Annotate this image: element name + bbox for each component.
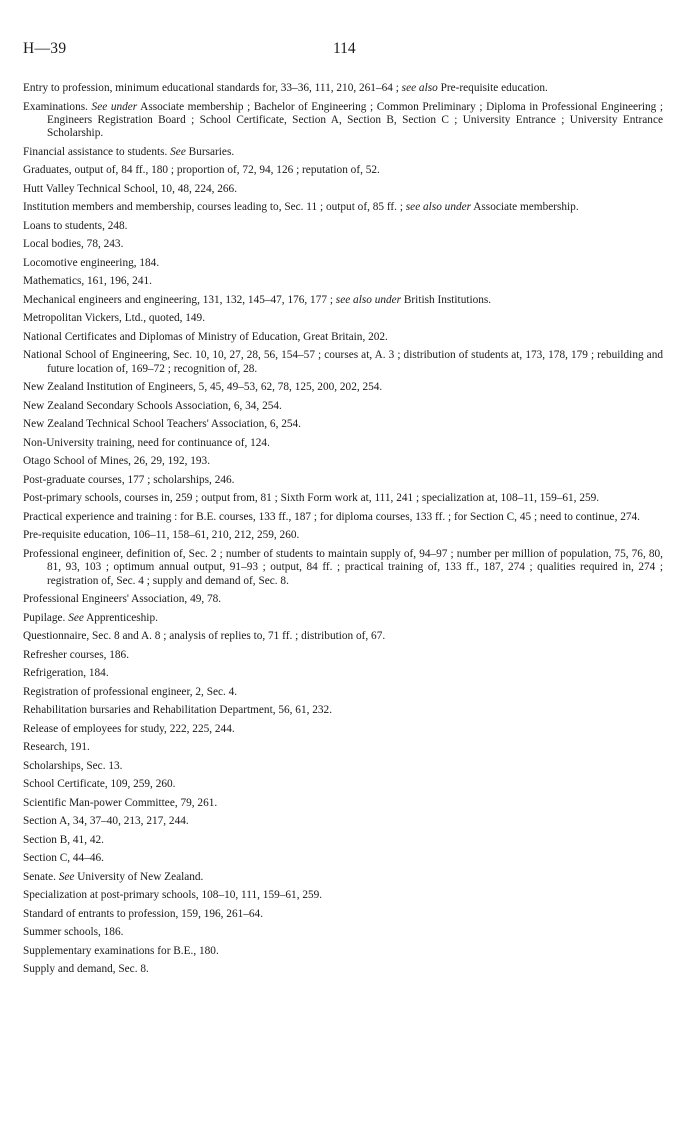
index-entry: [23, 852, 663, 865]
entry-text: National School of Engineering, Sec. 10, 10, 27, 28, 56, 154–57 ; courses at, A. 3 ; distribution of students at, 173, 178, 179 ; rebuilding and future location of, 169–72 ; recognition of, 28.: [23, 349, 663, 375]
entry-text: Financial assistance to students.: [23, 145, 171, 158]
entry-text: Post-primary schools, courses in, 259 ; output from, 81 ; Sixth Form work at, 111, 241 ; specialization at, 108–11, 159–61, 259.: [23, 492, 600, 505]
entry-text: Institution members and membership, courses leading to, Sec. 11 ; output of, 85 ff. ;: [23, 201, 406, 214]
index-entry: [23, 815, 663, 828]
index-entry: [23, 331, 663, 344]
entry-text: Registration of professional engineer, 2, Sec. 4.: [23, 685, 238, 698]
index-entry: [23, 437, 663, 450]
index-entry: [23, 201, 663, 214]
index-entry: [23, 760, 663, 773]
index-entry: [23, 238, 663, 251]
entry-text: Otago School of Mines, 26, 29, 192, 193.: [23, 455, 211, 468]
index-entry: [23, 908, 663, 921]
index-entry: [23, 381, 663, 394]
index-entry: [23, 723, 663, 736]
index-entry: [23, 101, 663, 141]
entry-text: Supplementary examinations for B.E., 180.: [23, 944, 219, 957]
page-header: [23, 40, 663, 60]
cross-reference: see also: [401, 82, 438, 94]
entry-text: Examinations.: [23, 100, 92, 113]
entry-text: Pupilage.: [23, 611, 69, 624]
entry-text: Professional engineer, definition of, Sec. 2 ; number of students to maintain supply of, 94–97 ; number per million of population, 75, 76, 80, 81, 93, 103 ; optimum annual output, 91–93 ; output, 84 ff. ; practical training of, 133 ff., 187, 274 ; qualities required in, 274 ; registration of, Sec. 4 ; supply and demand of, Sec. 8.: [23, 547, 663, 587]
document-code: H—39: [23, 40, 67, 57]
entry-text: Supply and demand, Sec. 8.: [23, 963, 149, 976]
entry-text: Graduates, output of, 84 ff., 180 ; proportion of, 72, 94, 126 ; reputation of, 52.: [23, 164, 380, 177]
index-entry: [23, 871, 663, 884]
index-entry: [23, 400, 663, 413]
entry-text: Rehabilitation bursaries and Rehabilitation Department, 56, 61, 232.: [23, 704, 333, 717]
index-entry: [23, 741, 663, 754]
index-entry: [23, 593, 663, 606]
entry-text: Hutt Valley Technical School, 10, 48, 224, 266.: [23, 182, 238, 195]
entry-text: Specialization at post-primary schools, 108–10, 111, 159–61, 259.: [23, 889, 323, 902]
entry-text: Section A, 34, 37–40, 213, 217, 244.: [23, 815, 189, 828]
entry-text: Loans to students, 248.: [23, 219, 128, 232]
index-entry: [23, 492, 663, 505]
index-entry: [23, 797, 663, 810]
index-entry: [23, 612, 663, 625]
entry-text: Senate.: [23, 870, 59, 883]
cross-reference: see also under: [335, 293, 402, 306]
entry-text: Summer schools, 186.: [23, 926, 124, 939]
entry-text: Local bodies, 78, 243.: [23, 238, 124, 251]
entry-text: Scientific Man-power Committee, 79, 261.: [23, 796, 218, 809]
entry-text: Refrigeration, 184.: [23, 667, 109, 680]
page-number: 114: [333, 40, 356, 57]
entry-text: New Zealand Technical School Teachers' Association, 6, 254.: [23, 418, 301, 431]
entry-text: Standard of entrants to profession, 159, 196, 261–64.: [23, 907, 264, 920]
entry-text: Practical experience and training : for B.E. courses, 133 ff., 187 ; for diploma courses, 133 ff. ; for Section C, 45 ; need to continue, 274.: [23, 510, 640, 523]
entry-text-continued: British Institutions.: [401, 293, 492, 306]
cross-reference: See: [68, 611, 84, 624]
index-entry: [23, 926, 663, 939]
index-entry: [23, 630, 663, 643]
index-entry: [23, 294, 663, 307]
index-entry: [23, 529, 663, 542]
entry-text: Section C, 44–46.: [23, 852, 104, 865]
entry-text: Mathematics, 161, 196, 241.: [23, 275, 152, 288]
entry-text: Questionnaire, Sec. 8 and A. 8 ; analysis of replies to, 71 ff. ; distribution of, 67.: [23, 630, 386, 643]
cross-reference: see also under: [405, 201, 472, 214]
index-entry: [23, 146, 663, 159]
entry-text-continued: Bursaries.: [185, 145, 235, 158]
cross-reference: See: [58, 870, 75, 883]
entry-text-continued: Associate membership.: [471, 201, 579, 214]
index-entry: [23, 418, 663, 431]
entry-text: Research, 191.: [23, 741, 90, 754]
index-entry: [23, 834, 663, 847]
index-entry: [23, 686, 663, 699]
entry-text: Scholarships, Sec. 13.: [23, 759, 123, 772]
entry-text: Metropolitan Vickers, Ltd., quoted, 149.: [23, 312, 206, 325]
entry-text-continued: Associate membership ; Bachelor of Engineering ; Common Preliminary ; Diploma in Professional Engineering ; Engineers Registration Board ; School Certificate, Section A, Section B, Section C ; University Entrance ; University Entrance Scholarship.: [47, 100, 663, 140]
entry-text: School Certificate, 109, 259, 260.: [23, 778, 176, 791]
entry-text: Section B, 41, 42.: [23, 833, 104, 846]
index-entry: [23, 649, 663, 662]
entry-text-continued: University of New Zealand.: [74, 870, 204, 883]
entry-text: Post-graduate courses, 177 ; scholarships, 246.: [23, 473, 235, 486]
index-entry: [23, 183, 663, 196]
index-entry: [23, 257, 663, 270]
entry-text: New Zealand Institution of Engineers, 5, 45, 49–53, 62, 78, 125, 200, 202, 254.: [23, 381, 383, 394]
entry-text: Non-University training, need for continuance of, 124.: [23, 436, 270, 449]
index-entry: [23, 945, 663, 958]
index-entry: [23, 455, 663, 468]
index-entry: [23, 275, 663, 288]
entry-text: Professional Engineers' Association, 49, 78.: [23, 593, 222, 606]
entry-text: Entry to profession, minimum educational standards for, 33–36, 111, 210, 261–64 ;: [23, 82, 402, 94]
entry-text: Refresher courses, 186.: [23, 648, 130, 661]
index-entry: [23, 704, 663, 717]
index-entry: [23, 511, 663, 524]
entry-text-continued: Apprenticeship.: [83, 611, 158, 624]
index-entry: [23, 548, 663, 588]
entry-text: Locomotive engineering, 184.: [23, 256, 160, 269]
entry-text: New Zealand Secondary Schools Association, 6, 34, 254.: [23, 399, 282, 412]
entry-text: National Certificates and Diplomas of Ministry of Education, Great Britain, 202.: [23, 330, 388, 343]
index-entry: [23, 220, 663, 233]
index-entry: [23, 778, 663, 791]
index-entry: [23, 889, 663, 902]
entry-text: Pre-requisite education, 106–11, 158–61, 210, 212, 259, 260.: [23, 529, 300, 542]
index-entry: [23, 349, 663, 376]
cross-reference: See: [170, 145, 186, 158]
index-entry: [23, 164, 663, 177]
index-entry: [23, 667, 663, 680]
index-entry: [23, 963, 663, 976]
cross-reference: See under: [91, 100, 138, 113]
index-entry: [23, 312, 663, 325]
index-entry: [23, 82, 663, 95]
index-list: [23, 82, 663, 982]
entry-text: Release of employees for study, 222, 225, 244.: [23, 722, 235, 735]
entry-text: Mechanical engineers and engineering, 131, 132, 145–47, 176, 177 ;: [23, 293, 336, 306]
index-entry: [23, 474, 663, 487]
entry-text-continued: Pre-requisite education.: [437, 82, 548, 94]
